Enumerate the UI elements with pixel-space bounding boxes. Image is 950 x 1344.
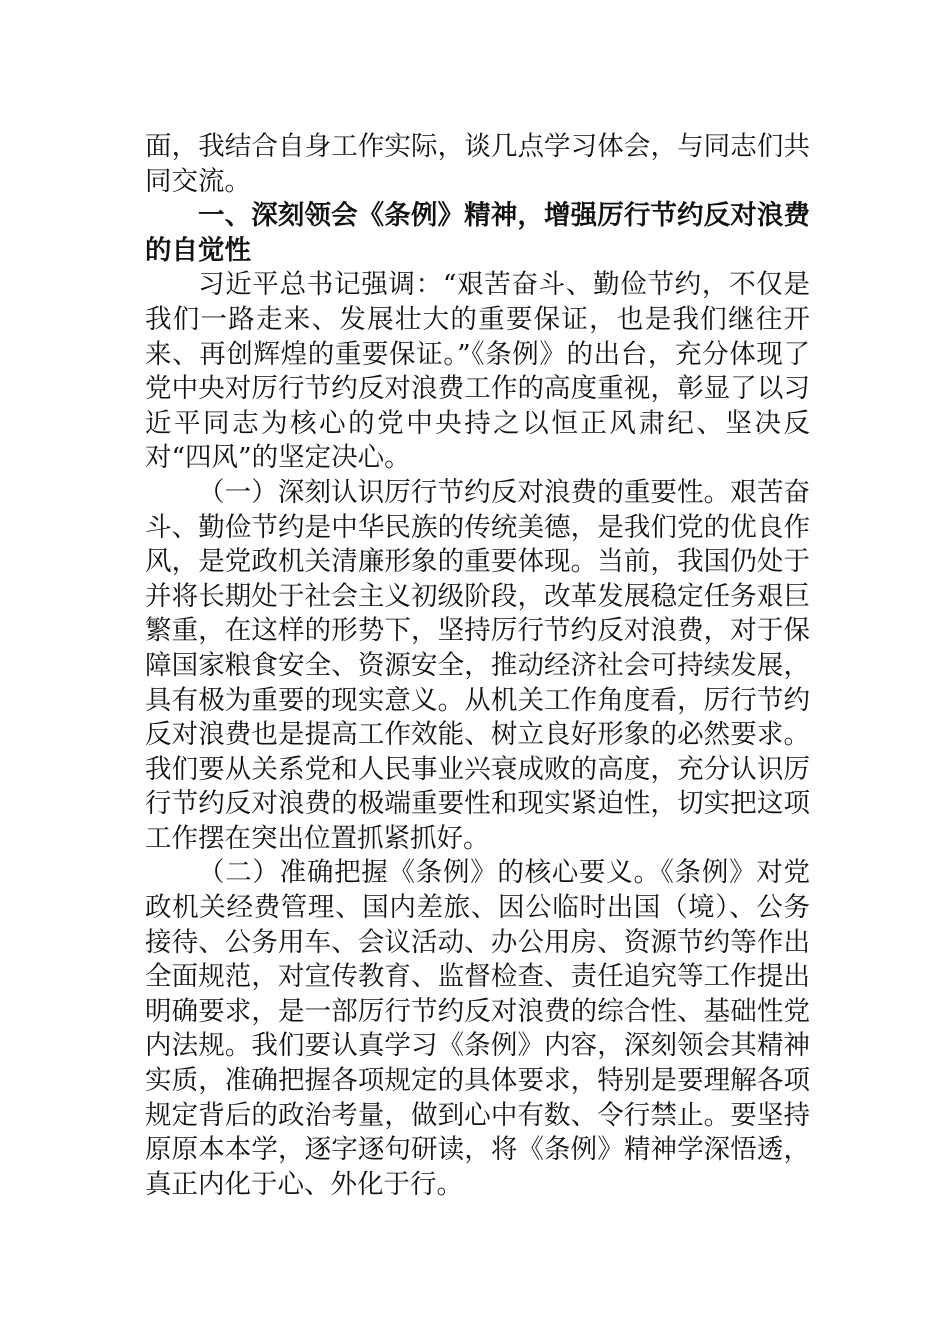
body-paragraph: 习近平总书记强调：“艰苦奋斗、勤俭节约，不仅是我们一路走来、发展壮大的重要保证，也是我们继往开来、再创辉煌的重要保证。”《条例》的出台，充分体现了党中央对厉行节约反对浪费工作的高度重视，彰显了以习近平同志为核心的党中央持之以恒正风肃纪、坚决反对“四风”的坚定决心。	[145, 269, 810, 474]
continuation-paragraph: 面，我结合自身工作实际，谈几点学习体会，与同志们共同交流。	[145, 131, 810, 197]
document-page	[145, 130, 810, 1202]
body-paragraph: （二）准确把握《条例》的核心要义。《条例》对党政机关经费管理、国内差旅、因公临时出国（境）、公务接待、公务用车、会议活动、办公用房、资源节约等作出全面规范，对宣传教育、监督检查、责任追究等工作提出明确要求，是一部厉行节约反对浪费的综合性、基础性党内法规。我们要认真学习《条例》内容，深刻领会其精神实质，准确把握各项规定的具体要求，特别是要理解各项规定背后的政治考量，做到心中有数、令行禁止。要坚持原原本本学，逐字逐句研读，将《条例》精神学深悟透，真正内化于心、外化于行。	[145, 857, 810, 1200]
body-paragraph: （一）深刻认识厉行节约反对浪费的重要性。艰苦奋斗、勤俭节约是中华民族的传统美德，是我们党的优良作风，是党政机关清廉形象的重要体现。当前，我国仍处于并将长期处于社会主义初级阶段，改革发展稳定任务艰巨繁重，在这样的形势下，坚持厉行节约反对浪费，对于保障国家粮食安全、资源安全，推动经济社会可持续发展，具有极为重要的现实意义。从机关工作角度看，厉行节约反对浪费也是提高工作效能、树立良好形象的必然要求。我们要从关系党和人民事业兴衰成败的高度，充分认识厉行节约反对浪费的极端重要性和现实紧迫性，切实把这项工作摆在突出位置抓紧抓好。	[145, 476, 810, 854]
section-heading: 一、深刻领会《条例》精神，增强厉行节约反对浪费的自觉性	[145, 200, 810, 266]
